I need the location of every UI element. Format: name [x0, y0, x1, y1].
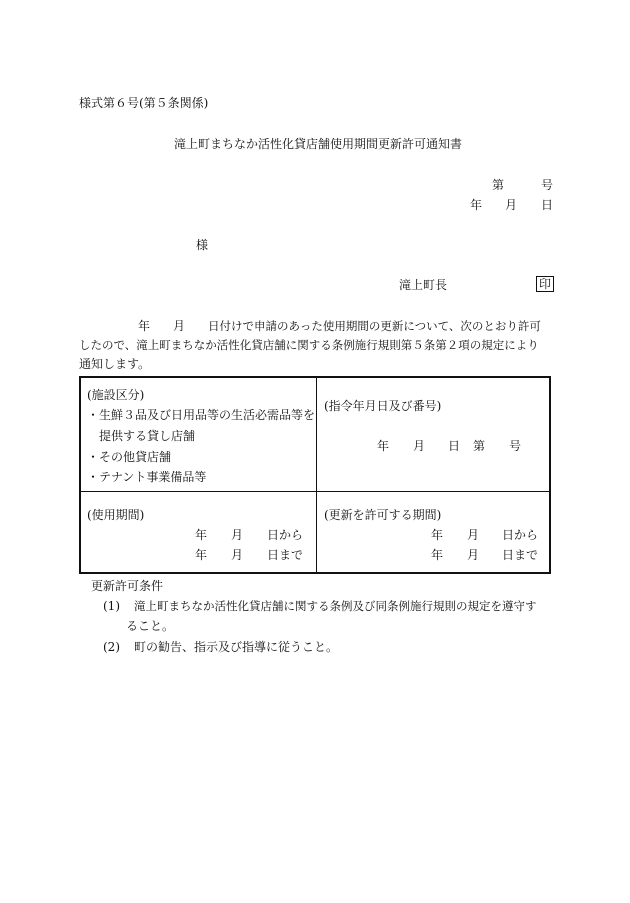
body-line3: 通知します。	[79, 357, 151, 371]
condition-2-number: (2)	[103, 640, 120, 654]
facility-item3: ・テナント事業備品等	[87, 470, 207, 484]
table-horizontal-divider	[81, 491, 551, 492]
order-heading: (指令年月日及び番号)	[324, 399, 442, 413]
reference-date-month: 月	[505, 198, 518, 212]
renewal-period-heading: (更新を許可する期間)	[324, 508, 442, 522]
usage-from-month: 月	[231, 528, 244, 542]
renewal-from-year: 年	[431, 528, 444, 542]
condition-1-line2: ること。	[126, 619, 175, 633]
usage-to-year: 年	[195, 548, 208, 562]
body-line1: 日付けで申請のあった使用期間の更新について、次のとおり許可	[208, 319, 541, 333]
conditions-heading: 更新許可条件	[91, 579, 164, 593]
condition-1-line1: 滝上町まちなか活性化貸店舗に関する条例及び同条例施行規則の規定を遵守す	[134, 599, 537, 613]
facility-item2: ・その他貸店舗	[87, 450, 172, 464]
details-table	[79, 376, 551, 574]
reference-number-prefix: 第	[492, 178, 505, 192]
addressee-honorific: 様	[196, 238, 209, 252]
renewal-from-day: 日から	[502, 528, 539, 542]
renewal-to-month: 月	[467, 548, 480, 562]
reference-number-suffix: 号	[541, 178, 554, 192]
page-title: 滝上町まちなか活性化貸店舗使用期間更新許可通知書	[174, 137, 463, 151]
facility-item1-line1: ・生鮮３品及び日用品等の生活必需品等を	[87, 408, 316, 422]
renewal-to-day: 日まで	[502, 548, 539, 562]
usage-to-month: 月	[231, 548, 244, 562]
usage-from-day: 日から	[267, 528, 304, 542]
usage-from-year: 年	[195, 528, 208, 542]
order-month: 月	[413, 439, 426, 453]
issuer-name: 滝上町長	[399, 278, 448, 292]
order-day: 日	[448, 439, 461, 453]
body-year: 年	[138, 319, 151, 333]
table-vertical-divider	[316, 378, 317, 574]
order-year: 年	[377, 439, 390, 453]
facility-heading: (施設区分)	[87, 388, 145, 402]
form-number: 様式第６号(第５条関係)	[79, 96, 209, 110]
body-month: 月	[173, 319, 186, 333]
renewal-to-year: 年	[431, 548, 444, 562]
order-number-suffix: 号	[509, 439, 522, 453]
reference-date-year: 年	[470, 198, 483, 212]
body-line2: したので、滝上町まちなか活性化貸店舗に関する条例施行規則第５条第２項の規定により	[79, 338, 539, 352]
seal-mark: 印	[536, 276, 554, 292]
reference-date-day: 日	[541, 198, 554, 212]
usage-period-heading: (使用期間)	[87, 508, 145, 522]
usage-to-day: 日まで	[267, 548, 304, 562]
order-number-prefix: 第	[473, 439, 486, 453]
condition-2-text: 町の勧告、指示及び指導に従うこと。	[134, 640, 339, 654]
condition-1-number: (1)	[103, 599, 120, 613]
facility-item1-line2: 提供する貸し店舗	[99, 429, 196, 443]
renewal-from-month: 月	[467, 528, 480, 542]
